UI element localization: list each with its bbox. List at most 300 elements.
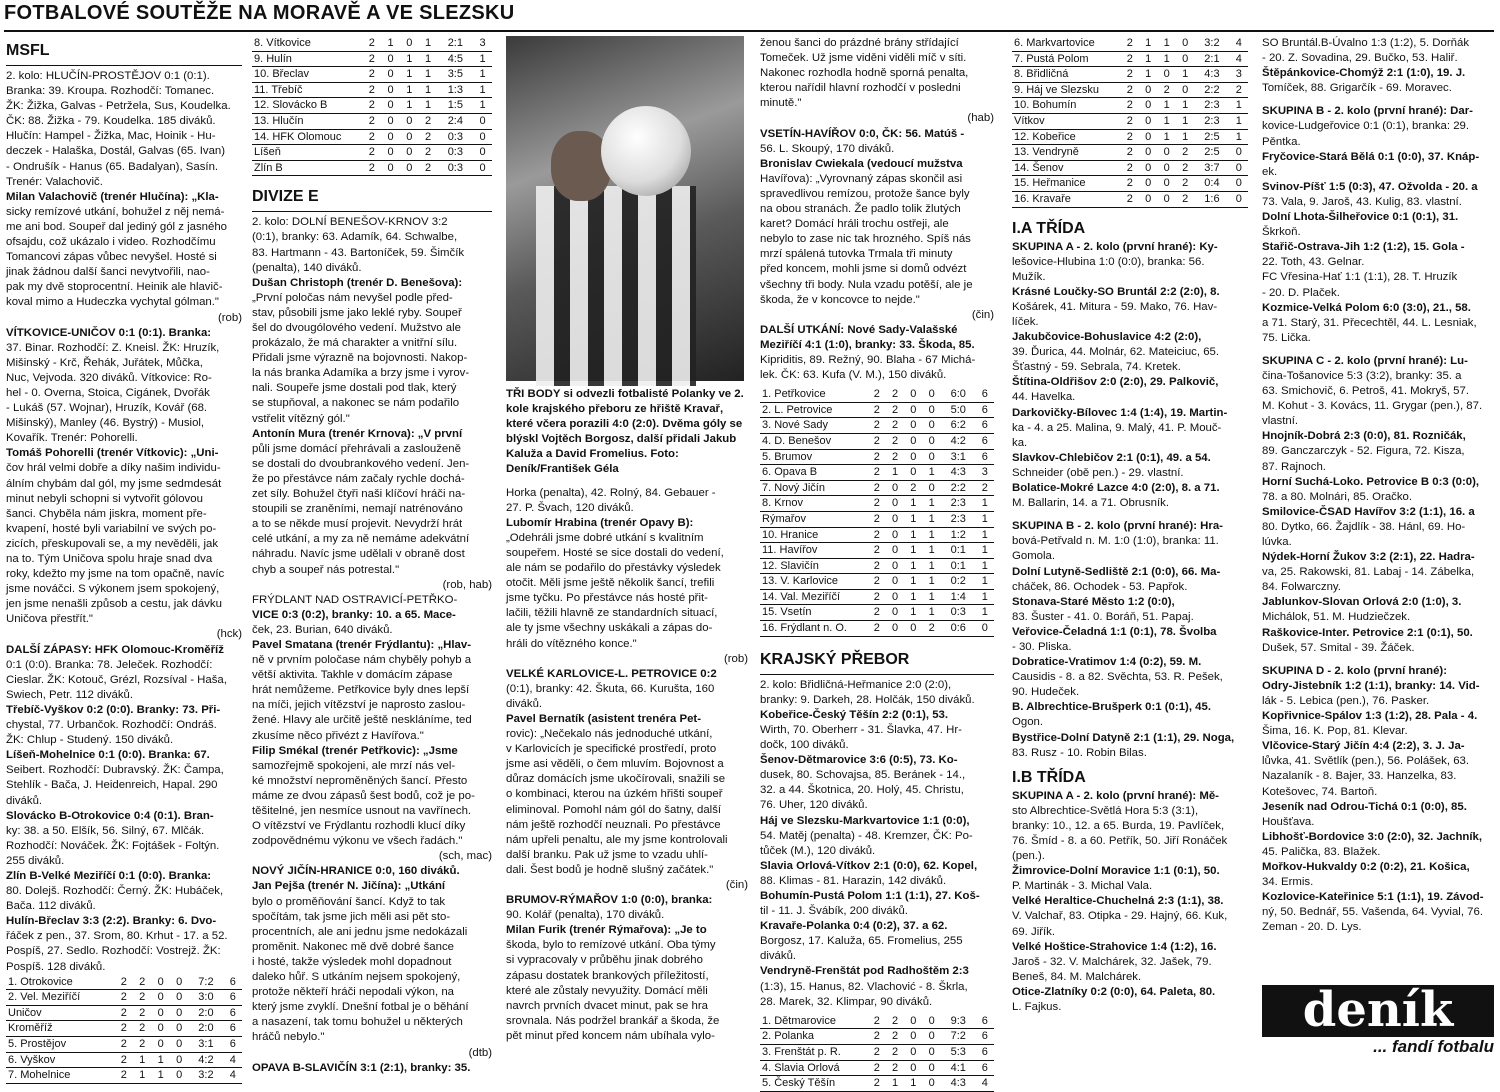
text-line: Hnojník-Dobrá 2:3 (0:0), 81. Rozničák, (1262, 430, 1466, 443)
text-line: álním chybám dal gól, my jsme sedmdesát (6, 477, 222, 490)
stat-cell: 7:2 (941, 1029, 976, 1045)
team-name: Rýmařov (760, 511, 868, 527)
text-line: procentních, ale ani jednu jsme nedokázali (252, 925, 468, 938)
stat-cell: 6 (976, 449, 994, 465)
stat-cell: 2 (133, 1005, 151, 1021)
text-line: Michálok, 51. M. Hudziečzek. (1262, 611, 1411, 624)
text-line: další branku. Pak už jsme to vzadu uhlí- (506, 848, 708, 861)
stat-cell: 6 (224, 975, 242, 990)
text-line: srovnala. Nás podržel brankář a škoda, že (506, 1014, 720, 1027)
text-line: větší aktivita. Takhle v domácím zápase (252, 669, 453, 682)
stat-cell: 1 (923, 589, 941, 605)
team-name: 6. Markvartovice (1012, 36, 1121, 51)
stat-cell: 2 (868, 574, 886, 590)
standings-row (760, 480, 994, 496)
stat-cell: 2 (886, 418, 904, 434)
stat-cell: 1 (1157, 129, 1175, 145)
standings-table (6, 975, 242, 1084)
stat-cell: 0 (381, 145, 400, 161)
stat-cell: 2 (1230, 82, 1248, 98)
text-line: Gomola. (1012, 550, 1056, 563)
text-line: Darkovičky-Bílovec 1:4 (1:4), 19. Martin- (1012, 406, 1228, 419)
stat-cell: 6 (976, 418, 994, 434)
stat-cell: 1 (400, 82, 419, 98)
stat-cell: 0 (400, 113, 419, 129)
stat-cell: 1 (904, 605, 922, 621)
text-line: 255 diváků. (6, 854, 65, 867)
section-heading-divize-e: DIVIZE E (252, 188, 319, 206)
stat-cell: 0 (170, 1021, 188, 1037)
text-line (1262, 96, 1494, 104)
text-line: ný, 50. Bednář, 55. Vašenda, 64. Vyvial, 76. (1262, 906, 1483, 919)
team-name: Líšeň (252, 145, 362, 161)
text-line: eliminoval. Pomohl nám gól do šatny, další (506, 803, 722, 816)
stat-cell: 9:3 (941, 1014, 976, 1029)
page-title: FOTBALOVÉ SOUTĚŽE NA MORAVĚ A VE SLEZSKU (4, 2, 515, 24)
stat-cell: 0 (151, 1005, 169, 1021)
stat-cell: 0 (923, 1044, 941, 1060)
text-line: že po přestávce nám začaly rychle dochá- (252, 472, 465, 485)
text-line: Pospíš. 128 diváků. (6, 960, 106, 973)
team-name: Uničov (6, 1005, 115, 1021)
text-line: 2. kolo: DOLNÍ BENEŠOV-KRNOV 3:2 (252, 216, 448, 229)
standings-table (1012, 36, 1248, 208)
text-line: Kipriditis, 89. Režný, 90. Blaha - 67 Michá- (760, 353, 976, 366)
stat-cell: 1 (976, 589, 994, 605)
text-line: bová-Petřvald n. M. 1:0 (1:0), branka: 11. (1012, 535, 1219, 548)
stat-cell: 2 (886, 1060, 904, 1076)
team-name: 5. Brumov (760, 449, 868, 465)
text-line: 75. Lička. (1262, 331, 1311, 344)
text-line: bylo o proměňování šancí. Když to tak (252, 895, 446, 908)
article-text (1012, 789, 1248, 1015)
stat-cell: 0 (923, 449, 941, 465)
team-name: 2. L. Petrovice (760, 402, 868, 418)
stat-cell: 2 (868, 1014, 886, 1029)
stat-cell: 2 (362, 113, 381, 129)
team-name: 13. V. Karlovice (760, 574, 868, 590)
team-name: 15. Heřmanice (1012, 176, 1121, 192)
text-line: lek. ČK: 63. Kufa (V. M.), 150 diváků. (760, 369, 947, 382)
stat-cell: 1:6 (1194, 191, 1229, 207)
text-line: Líšeň-Mohelnice 0:1 (0:0). Branka: 67. (6, 749, 210, 762)
stat-cell: 1 (976, 543, 994, 559)
text-line: zkusíme něco přivézt z Havířova." (252, 729, 424, 742)
stat-cell: 6 (224, 1037, 242, 1053)
team-name: 13. Vendryně (1012, 145, 1121, 161)
stat-cell: 0 (1157, 160, 1175, 176)
stat-cell: 0 (381, 82, 400, 98)
text-line (1262, 346, 1494, 354)
stat-cell: 2 (868, 621, 886, 637)
stat-cell: 2 (419, 160, 438, 176)
standings-row (760, 418, 994, 434)
stat-cell: 2 (362, 160, 381, 176)
text-line: 37. Binar. Rozhodčí: Z. Kneisl. ŽK: Hruzík, (6, 341, 220, 354)
text-line: o kombinaci, kterou na úzkém hřišti soupeř (506, 788, 723, 801)
text-line: Žimrovice-Dolní Moravice 1:1 (0:1), 50. (1012, 865, 1220, 878)
text-line: spravedlivou remízou, protože šance byly (760, 187, 970, 200)
stat-cell: 0 (904, 621, 922, 637)
article-text (506, 486, 748, 1044)
stat-cell: 2 (1121, 176, 1139, 192)
stat-cell: 0 (1157, 191, 1175, 207)
text-line: 80. Dytko, 66. Žajdlík - 38. Hánl, 69. Ho- (1262, 520, 1466, 533)
stat-cell: 0 (381, 129, 400, 145)
stat-cell: 1 (923, 543, 941, 559)
team-name: 1. Dětmarovice (760, 1014, 868, 1029)
stat-cell: 6 (224, 1021, 242, 1037)
text-line: navrch prvních dvacet minut, pak se hra (506, 999, 708, 1012)
team-name: 12. Kobeřice (1012, 129, 1121, 145)
stat-cell: 2 (362, 82, 381, 98)
stat-cell: 4:1 (941, 1060, 976, 1076)
text-line: - 20. D. Plaček. (1262, 286, 1340, 299)
text-line: - Lukáš (57. Wojnar), Hruzík, Kovář (68. (6, 402, 208, 415)
text-line: Bolatice-Mokré Lazce 4:0 (2:0), 8. a 71. (1012, 482, 1220, 495)
text-line: Hlučín: Hampel - Žižka, Mac, Hoinik - Hu- (6, 130, 216, 143)
team-name: 14. Val. Meziříčí (760, 589, 868, 605)
stat-cell: 1 (133, 1068, 151, 1084)
stat-cell: 0 (886, 527, 904, 543)
standings-row (1012, 36, 1248, 51)
team-name: 16. Frýdlant n. O. (760, 621, 868, 637)
stat-cell: 0:1 (941, 558, 976, 574)
text-line: řáček z pen., 37. Srom, 80. Krhut - 17. a 52. (6, 930, 228, 943)
stat-cell: 2 (868, 1029, 886, 1045)
stat-cell: 1 (923, 511, 941, 527)
stat-cell: 1 (976, 511, 994, 527)
text-line: 28. Marek, 32. Klimpar, 90 diváků. (760, 995, 933, 1008)
team-name: 15. Vsetín (760, 605, 868, 621)
team-name: 7. Mohelnice (6, 1068, 115, 1084)
stat-cell: 1 (923, 496, 941, 512)
text-line: jsme nováčci. S výkonem jsem spokojený, (6, 583, 220, 596)
stat-cell: 2 (868, 558, 886, 574)
text-line: V. Valchař, 83. Otipka - 29. Hajný, 66. Kuk, (1012, 910, 1228, 923)
stat-cell: 2:1 (437, 36, 473, 51)
text-line: 80. Dolejš. Rozhodčí: Černý. ŽK: Hubáček, (6, 885, 224, 898)
text-line: hráčů nebylo." (252, 1031, 325, 1044)
section-heading-msfl: MSFL (6, 42, 50, 59)
text-line: SKUPINA A - 2. kolo (první hrané): Mě- (1012, 789, 1219, 802)
team-name: Kroměříž (6, 1021, 115, 1037)
text-line: kvapení, hosté byli variabilní ve svých po- (6, 522, 217, 535)
stat-cell: 0:4 (1194, 176, 1229, 192)
text-line: Causidis - 8. a 82. Svěchta, 53. R. Pešek, (1012, 671, 1223, 684)
stat-cell: 4 (1230, 36, 1248, 51)
text-line: Třebíč-Vyškov 0:2 (0:0). Branky: 73. Při- (6, 703, 221, 716)
text-line: Dolní Lhota-Šilheřovice 0:1 (0:1), 31. (1262, 211, 1459, 224)
stat-cell: 0 (1176, 82, 1194, 98)
stat-cell: 2:3 (941, 496, 976, 512)
text-line: 22. Toth, 43. Gelnar. (1262, 256, 1365, 269)
column-4 (760, 36, 994, 1090)
text-line: Wirth, 70. Oberherr - 31. Šlavka, 47. Hr- (760, 723, 962, 736)
text-line: (hck) (216, 628, 242, 641)
text-line: v Karlovicích je specifické prostředí, proto (506, 743, 717, 756)
text-line: který jsme zvyklí. Dnešní fotbal je o běhání (252, 1001, 469, 1014)
text-line: Nakonec rozhodla hodně sporná penalta, (760, 67, 969, 80)
stat-cell: 0 (381, 113, 400, 129)
standings-row (252, 98, 492, 114)
stat-cell: 6 (976, 402, 994, 418)
stat-cell: 0 (473, 129, 492, 145)
stat-cell: 0 (170, 1005, 188, 1021)
text-line: Bronislav Cwiekala (vedoucí mužstva (760, 157, 963, 170)
text-line: Zlín B-Velké Meziříčí 0:1 (0:0). Branka: (6, 869, 212, 882)
stat-cell: 0:3 (437, 129, 473, 145)
article-text (1262, 36, 1494, 935)
text-line: Kozlovice-Kateřinice 5:1 (1:1), 19. Závod- (1262, 891, 1484, 904)
team-name: 12. Slovácko B (252, 98, 362, 114)
text-line: Smilovice-ČSAD Havířov 3:2 (1:1), 16. a (1262, 505, 1475, 518)
article-text (6, 69, 242, 975)
standings-row (760, 621, 994, 637)
stat-cell: 2:5 (1194, 129, 1229, 145)
text-line: „Odehráli jsme dobré utkání s kvalitním (506, 531, 704, 544)
text-line: Svinov-Píšť 1:5 (0:3), 47. Ožvolda - 20. a (1262, 180, 1478, 193)
stat-cell: 0 (1139, 98, 1157, 114)
text-line: Jaroš - 32. V. Malchárek, 32. Jašek, 79. (1012, 955, 1212, 968)
text-line: Pavel Smatana (trenér Frýdlantu): „Hlav- (252, 638, 472, 651)
text-line: minutě." (760, 97, 802, 110)
team-name: 7. Nový Jičín (760, 480, 868, 496)
stat-cell: 6 (976, 387, 994, 402)
text-line: Milan Valachovič (trenér Hlučína): „Kla- (6, 190, 219, 203)
photo-jersey (536, 186, 696, 386)
text-line: 83. Rusz - 10. Robin Bilas. (1012, 746, 1147, 759)
stat-cell: 1 (923, 558, 941, 574)
text-line: (rob) (723, 652, 748, 665)
stat-cell: 2 (868, 1076, 886, 1092)
stat-cell: 0 (923, 402, 941, 418)
stat-cell: 2 (1121, 129, 1139, 145)
text-line: samozřejmě spokojeni, ale mrzí nás vel- (252, 759, 456, 772)
text-line: Pospíš, 27. Sedlo. Rozhodčí: Vostrejž. ŽK: (6, 945, 221, 958)
team-name: 8. Krnov (760, 496, 868, 512)
section-heading-ib-trida: I.B TŘÍDA (1012, 768, 1086, 786)
stat-cell: 1 (1157, 98, 1175, 114)
text-line: zodpovědnému výkonu ve všech řadách." (252, 835, 463, 848)
text-line: (penalta), 140 diváků. (252, 261, 362, 274)
text-line: minut nebyli schopni si vytvořit gólovou (6, 492, 203, 505)
article-text (760, 36, 994, 383)
text-line: Štítina-Oldřišov 2:0 (2:0), 29. Palkovič, (1012, 376, 1219, 389)
stat-cell: 0 (904, 418, 922, 434)
article-text (1012, 240, 1248, 761)
stat-cell: 0 (1139, 82, 1157, 98)
stat-cell: 2 (868, 433, 886, 449)
text-line: máme ze dvou zápasů šest bodů, což je po- (252, 789, 475, 802)
stat-cell: 6 (224, 990, 242, 1006)
text-line: Velké Heraltice-Chuchelná 2:3 (1:1), 38. (1012, 895, 1224, 908)
text-line: celé utkání, a my za ně nemáme adekvátní (252, 533, 470, 546)
stat-cell: 3:2 (188, 1068, 223, 1084)
standings-row (252, 51, 492, 67)
text-line: Pavel Bernatík (asistent trenéra Pet- (506, 712, 701, 725)
text-line: Meziříčí 4:1 (1:0), branky: 33. Škoda, 85. (760, 338, 975, 351)
team-name: 9. Hulín (252, 51, 362, 67)
text-line: a nasazení, tak tomu bohužel u některých (252, 1016, 463, 1029)
stat-cell: 1 (904, 511, 922, 527)
text-line: diváků. (6, 794, 43, 807)
standings-row (1012, 67, 1248, 83)
section-heading-ia-trida: I.A TŘÍDA (1012, 219, 1086, 237)
stat-cell: 6 (976, 1044, 994, 1060)
text-line: na to. Tým Uničova spolu hraje snad dva (6, 553, 213, 565)
text-line: Háj ve Slezsku-Markvartovice 1:1 (0:0), (760, 814, 970, 827)
text-line: 0:1 (0:0). Branka: 78. Jeleček. Rozhodčí: (6, 658, 213, 671)
stat-cell: 2 (868, 511, 886, 527)
team-name: 2. Polanka (760, 1029, 868, 1045)
text-line: SO Bruntál.B-Úvalno 1:3 (1:2), 5. Dorňák (1262, 37, 1470, 49)
text-line: Horní Suchá-Loko. Petrovice B 0:3 (0:0), (1262, 475, 1480, 488)
text-line: 78. a 80. Molnári, 85. Oračko. (1262, 490, 1413, 503)
text-line: nám upřeli penaltu, ale my jsme kontrolovali (506, 833, 728, 846)
stat-cell: 1 (419, 36, 438, 51)
text-line: SKUPINA B - 2. kolo (první hrané): Dar- (1262, 105, 1473, 118)
text-line: roky, kdežto my jsme na tom opačně, navíc (6, 568, 225, 581)
team-name: 8. Břidličná (1012, 67, 1121, 83)
text-line: proměnit. Nakonec mě dvě dobré šance (252, 940, 454, 953)
standings-row (760, 433, 994, 449)
standings-row (760, 449, 994, 465)
text-line: dočk, 100 diváků. (760, 739, 849, 752)
text-line: SKUPINA D - 2. kolo (první hrané): (1262, 664, 1448, 677)
text-line: nám ještě rozhodčí neuznali. Po přestávce (506, 818, 721, 831)
standings-row (1012, 113, 1248, 129)
standings-row (760, 605, 994, 621)
text-line: Kravaře-Polanka 0:4 (0:2), 37. a 62. (760, 920, 948, 933)
text-line: FRÝDLANT NAD OSTRAVICÍ-PETŘKO- (252, 593, 458, 606)
stat-cell: 1 (473, 51, 492, 67)
stat-cell: 3:1 (941, 449, 976, 465)
stat-cell: 4 (976, 1076, 994, 1092)
stat-cell: 1 (381, 36, 400, 51)
text-line: Kovařík. Trenér: Pohorelli. (6, 432, 138, 445)
text-line: P. Martinák - 3. Michal Vala. (1012, 880, 1153, 893)
text-line: 2. kolo: Břidličná-Heřmanice 2:0 (2:0), (760, 678, 952, 691)
text-line: SKUPINA C - 2. kolo (první hrané): Lu- (1262, 354, 1468, 367)
stat-cell: 2 (1121, 145, 1139, 161)
text-line: vstřelit vítězný gól." (252, 412, 350, 425)
team-name: 2. Vel. Meziříčí (6, 990, 115, 1006)
stat-cell: 6 (976, 1014, 994, 1029)
stat-cell: 2 (868, 543, 886, 559)
text-line: Velké Hoštice-Strahovice 1:4 (1:2), 16. (1012, 940, 1217, 953)
text-line: ale ty jsme všechny uskákali a zápas do- (506, 622, 713, 635)
stat-cell: 2:1 (1194, 51, 1229, 67)
stat-cell: 0 (886, 543, 904, 559)
stat-cell: 2 (868, 1060, 886, 1076)
stat-cell: 0 (170, 990, 188, 1006)
team-name: 4. Slavia Orlová (760, 1060, 868, 1076)
text-line: Seibert. Rozhodčí: Dubravský. ŽK: Čampa, (6, 764, 224, 777)
text-line: SKUPINA B - 2. kolo (první hrané): Hra- (1012, 520, 1223, 533)
football-photo (506, 36, 744, 381)
text-line: pak my dvě stoprocentní. Heinik ale hlavič- (6, 281, 223, 294)
text-line: SKUPINA A - 2. kolo (první hrané): Ky- (1012, 240, 1218, 253)
text-line: Jablunkov-Slovan Orlová 2:0 (1:0), 3. (1262, 596, 1462, 609)
standings-row (760, 527, 994, 543)
text-line: 2. kolo: HLUČÍN-PROSTĚJOV 0:1 (0:1). (6, 70, 210, 82)
text-line: (rob) (217, 311, 242, 324)
stat-cell: 0 (923, 480, 941, 496)
text-line: ŽK: Žižka, Galvas - Petržela, Sus, Koudelka. (6, 100, 231, 113)
text-line: diváků. (760, 950, 797, 963)
team-name: 4. D. Benešov (760, 433, 868, 449)
text-line: Škrkoň. (1262, 226, 1301, 239)
stat-cell: 0 (151, 1021, 169, 1037)
text-line: i hosté, takže výsledek mohl dopadnout (252, 955, 452, 968)
stat-cell: 7:2 (188, 975, 223, 990)
text-line: Šima, 16. K. Pop, 81. Klevar. (1262, 725, 1408, 738)
text-line: líček. (1012, 316, 1039, 328)
stat-cell: 1 (1157, 113, 1175, 129)
text-line: ka. (1012, 436, 1028, 449)
stat-cell: 1 (904, 1076, 922, 1092)
team-name: 10. Bohumín (1012, 98, 1121, 114)
standings-row (6, 1052, 242, 1068)
text-line: (čin) (971, 308, 994, 321)
stat-cell: 3 (1230, 67, 1248, 83)
text-line: - Ondrušík - Hanus (65. Badalyan), Sasín. (6, 160, 219, 173)
team-name: 5. Český Těšín (760, 1076, 868, 1092)
text-line: Tomíček, 88. Grigarčík - 69. Moravec. (1262, 82, 1452, 95)
text-line: a 71. Starý, 31. Přecechtěl, 44. L. Lesniak, (1262, 316, 1477, 329)
stat-cell: 2 (1176, 145, 1194, 161)
stat-cell: 0 (381, 160, 400, 176)
text-line: VICE 0:3 (0:2), branky: 10. a 65. Mace- (252, 608, 456, 621)
text-line: 76. Uher, 120 diváků. (760, 799, 868, 812)
stat-cell: 1 (400, 51, 419, 67)
stat-cell: 2:3 (941, 511, 976, 527)
stat-cell: 0 (1157, 67, 1175, 83)
stat-cell: 0 (400, 36, 419, 51)
stat-cell: 2 (1121, 36, 1139, 51)
standings-row (6, 1068, 242, 1084)
text-line: Uničova přestřít." (6, 613, 93, 626)
text-line: ka - 4. a 25. Malina, 9. Malý, 41. P. Mouč- (1012, 421, 1222, 434)
standings-row (1012, 191, 1248, 207)
team-name: 12. Slavičín (760, 558, 868, 574)
text-line: Mišinský - Krč, Řehák, Juřátek, Můčka, (6, 356, 203, 369)
stat-cell: 0 (904, 449, 922, 465)
text-line: čina-Tošanovice 5:3 (3:2), branky: 35. a (1262, 369, 1462, 382)
stat-cell: 6 (976, 433, 994, 449)
stat-cell: 1 (976, 496, 994, 512)
stat-cell: 0 (473, 145, 492, 161)
standings-row (1012, 82, 1248, 98)
stat-cell: 0 (923, 418, 941, 434)
stat-cell: 2 (886, 1014, 904, 1029)
team-name: 3. Nové Sady (760, 418, 868, 434)
column-3 (506, 36, 748, 1058)
text-line: Borgosz, 17. Kaluža, 65. Fromelius, 255 (760, 935, 963, 948)
standings-row (760, 1044, 994, 1060)
text-line: jen jsme nenašli způsob a cestu, jak dávku (6, 598, 222, 611)
text-line: lešovice-Hlubina 1:0 (0:0), branka: 56. (1012, 255, 1205, 268)
stat-cell: 5:3 (941, 1044, 976, 1060)
text-line: (1:3), 15. Hanus, 82. Vlachović - 8. Škrla, (760, 980, 968, 993)
team-name: 14. Šenov (1012, 160, 1121, 176)
text-line: Šenov-Dětmarovice 3:6 (0:5), 73. Ko- (760, 754, 958, 767)
text-line: Kozmice-Velká Polom 6:0 (3:0), 21., 58. (1262, 301, 1471, 314)
text-line: 32. a 44. Škotnica, 20. Holý, 45. Christu, (760, 784, 964, 797)
stat-cell: 0:3 (941, 605, 976, 621)
text-line: 83. Šuster - 41. 0. Boráň, 51. Papaj. (1012, 610, 1194, 623)
